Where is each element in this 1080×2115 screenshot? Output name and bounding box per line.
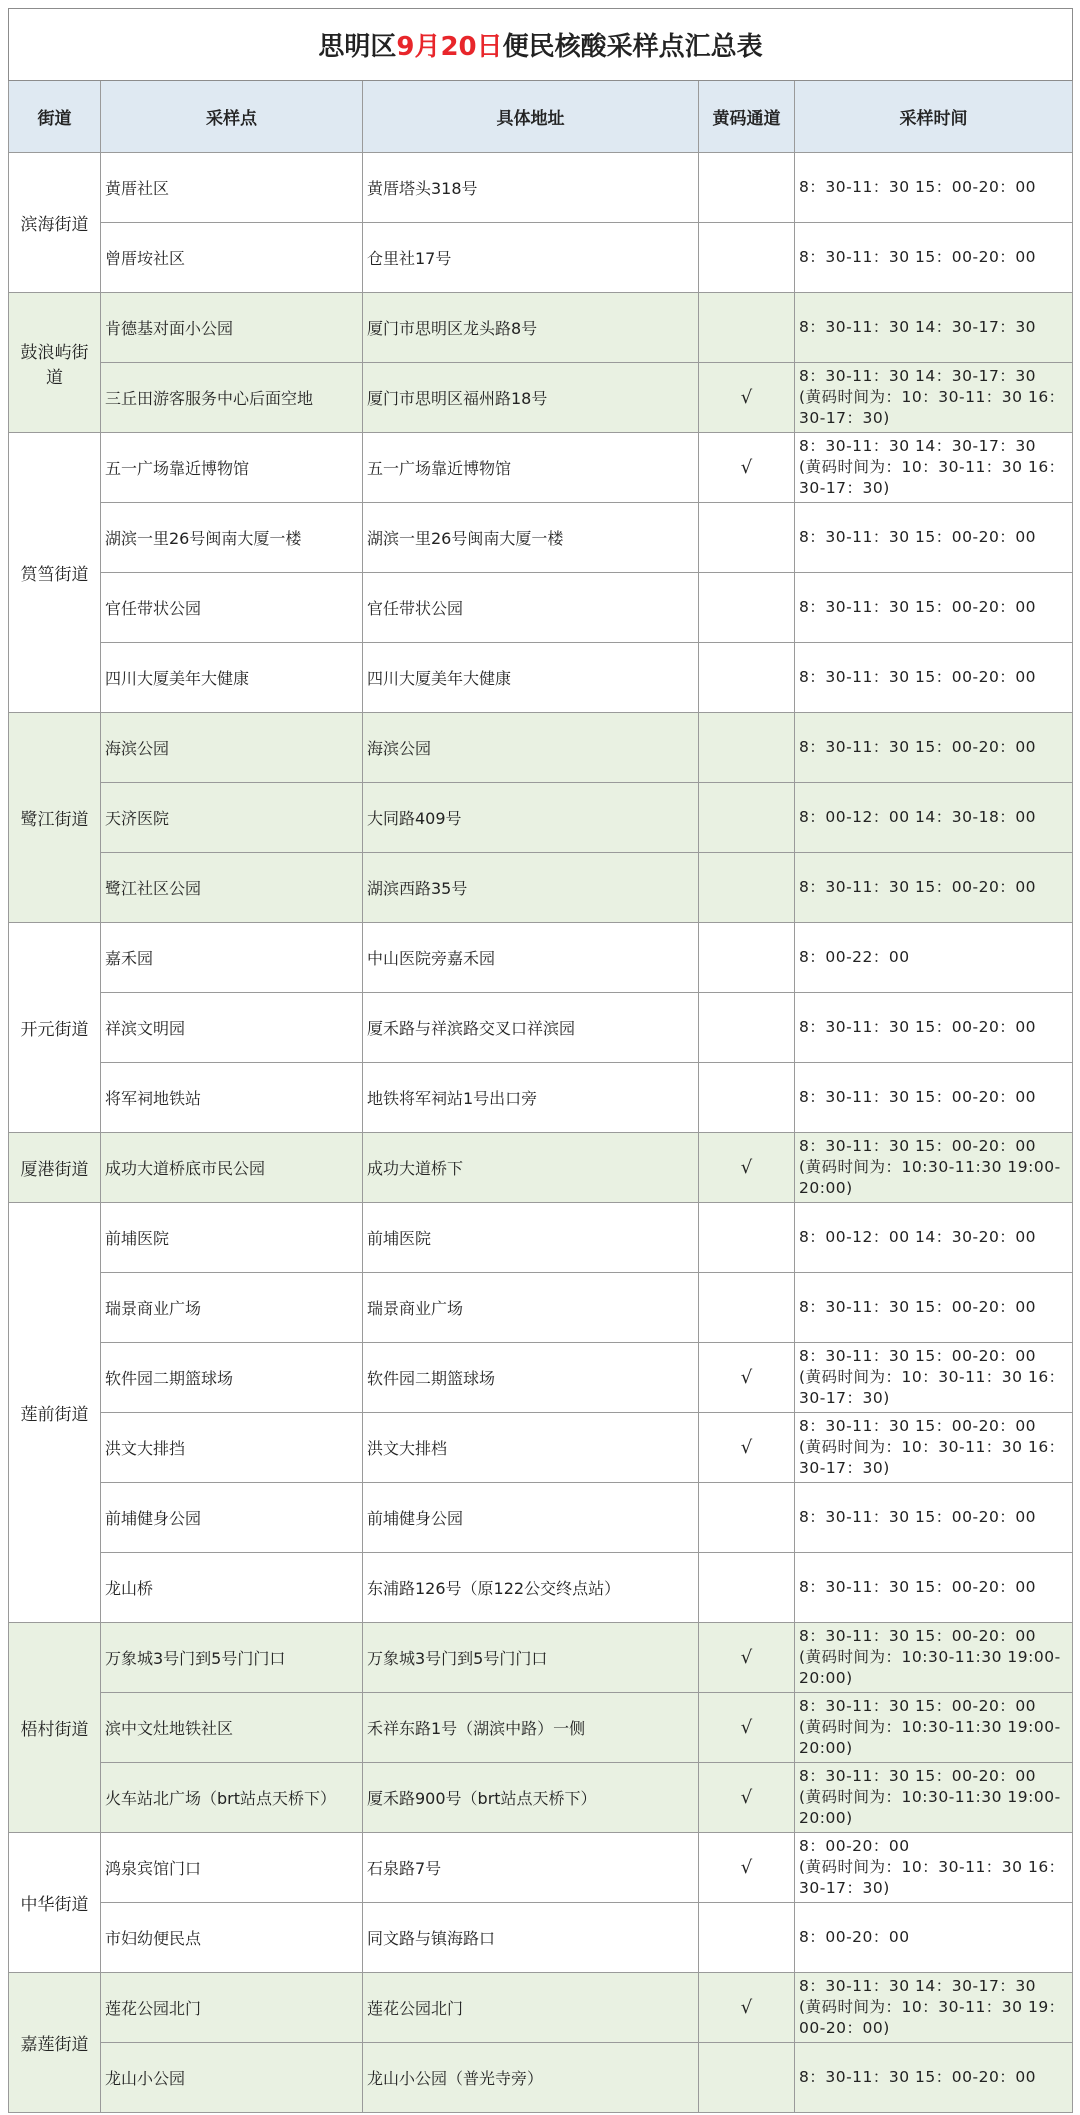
address-cell: 同文路与镇海路口 — [363, 1903, 699, 1973]
time-line: 8：00-20：00 — [799, 1837, 910, 1855]
table-row — [9, 503, 1073, 573]
yellow-channel-cell — [699, 1203, 795, 1273]
time-line: 8：30-11：30 15：00-20：00 — [799, 1018, 1037, 1036]
table-row — [9, 1903, 1073, 1973]
address-cell: 前埔健身公园 — [363, 1483, 699, 1553]
header-yellow: 黄码通道 — [699, 81, 795, 153]
time-line: 20:00) — [799, 1739, 853, 1757]
table-row — [9, 923, 1073, 993]
time-line: 8：30-11：30 15：00-20：00 — [799, 668, 1037, 686]
time-cell — [795, 1693, 1073, 1763]
site-cell: 软件园二期篮球场 — [101, 1343, 363, 1413]
table-row — [9, 643, 1073, 713]
street-cell: 鼓浪屿街道 — [9, 293, 101, 433]
time-line: 8：30-11：30 15：00-20：00 — [799, 738, 1037, 756]
address-cell: 前埔医院 — [363, 1203, 699, 1273]
site-cell: 曾厝垵社区 — [101, 223, 363, 293]
site-cell: 湖滨一里26号闽南大厦一楼 — [101, 503, 363, 573]
yellow-channel-cell: √ — [699, 433, 795, 503]
title-prefix: 思明区 — [318, 32, 397, 62]
table-row — [9, 1833, 1073, 1903]
table-row — [9, 1063, 1073, 1133]
address-cell: 石泉路7号 — [363, 1833, 699, 1903]
yellow-channel-cell: √ — [699, 1693, 795, 1763]
header-address: 具体地址 — [363, 81, 699, 153]
table-row — [9, 1483, 1073, 1553]
yellow-channel-cell: √ — [699, 363, 795, 433]
time-line: 8：30-11：30 15：00-20：00 — [799, 1767, 1037, 1785]
table-row — [9, 713, 1073, 783]
site-cell: 万象城3号门到5号门门口 — [101, 1623, 363, 1693]
time-line: 8：00-12：00 14：30-20：00 — [799, 1228, 1037, 1246]
time-line: (黄码时间为：10：30-11：30 16： — [799, 388, 1065, 406]
table-row — [9, 853, 1073, 923]
time-cell — [795, 1483, 1073, 1553]
time-line: 00-20：00) — [799, 2019, 890, 2037]
yellow-channel-cell — [699, 643, 795, 713]
time-cell — [795, 153, 1073, 223]
header-time: 采样时间 — [795, 81, 1073, 153]
time-cell — [795, 1973, 1073, 2043]
time-cell — [795, 853, 1073, 923]
address-cell: 湖滨一里26号闽南大厦一楼 — [363, 503, 699, 573]
address-cell: 禾祥东路1号（湖滨中路）一侧 — [363, 1693, 699, 1763]
site-cell: 龙山桥 — [101, 1553, 363, 1623]
time-cell — [795, 1063, 1073, 1133]
site-cell: 祥滨文明园 — [101, 993, 363, 1063]
table-row — [9, 293, 1073, 363]
site-cell: 滨中文灶地铁社区 — [101, 1693, 363, 1763]
yellow-channel-cell: √ — [699, 1763, 795, 1833]
title-suffix: 便民核酸采样点汇总表 — [502, 32, 763, 62]
header-site: 采样点 — [101, 81, 363, 153]
yellow-channel-cell — [699, 1483, 795, 1553]
street-cell: 开元街道 — [9, 923, 101, 1133]
table-row — [9, 993, 1073, 1063]
street-cell: 滨海街道 — [9, 153, 101, 293]
yellow-channel-cell — [699, 573, 795, 643]
street-cell: 中华街道 — [9, 1833, 101, 1973]
time-cell — [795, 1273, 1073, 1343]
time-line: 8：30-11：30 14：30-17：30 — [799, 318, 1037, 336]
address-cell: 湖滨西路35号 — [363, 853, 699, 923]
table-row — [9, 1623, 1073, 1693]
time-line: (黄码时间为：10：30-11：30 16： — [799, 458, 1065, 476]
time-cell — [795, 643, 1073, 713]
street-cell: 莲前街道 — [9, 1203, 101, 1623]
table-row — [9, 363, 1073, 433]
address-cell: 大同路409号 — [363, 783, 699, 853]
yellow-channel-cell: √ — [699, 1133, 795, 1203]
time-line: 30-17：30) — [799, 1879, 890, 1897]
time-line: 8：30-11：30 15：00-20：00 — [799, 1627, 1037, 1645]
time-cell — [795, 783, 1073, 853]
site-cell: 四川大厦美年大健康 — [101, 643, 363, 713]
time-cell — [795, 1833, 1073, 1903]
address-cell: 海滨公园 — [363, 713, 699, 783]
yellow-channel-cell — [699, 1063, 795, 1133]
time-line: 8：30-11：30 15：00-20：00 — [799, 1137, 1037, 1155]
site-cell: 官任带状公园 — [101, 573, 363, 643]
time-cell — [795, 293, 1073, 363]
table-row — [9, 573, 1073, 643]
time-line: 8：30-11：30 15：00-20：00 — [799, 1578, 1037, 1596]
address-cell: 地铁将军祠站1号出口旁 — [363, 1063, 699, 1133]
site-cell: 火车站北广场（brt站点天桥下） — [101, 1763, 363, 1833]
header-street: 街道 — [9, 81, 101, 153]
time-line: 8：30-11：30 15：00-20：00 — [799, 1508, 1037, 1526]
time-line: 8：30-11：30 15：00-20：00 — [799, 878, 1037, 896]
yellow-channel-cell — [699, 503, 795, 573]
site-cell: 洪文大排挡 — [101, 1413, 363, 1483]
table-row — [9, 1973, 1073, 2043]
table-row — [9, 1203, 1073, 1273]
address-cell: 厦门市思明区福州路18号 — [363, 363, 699, 433]
yellow-channel-cell — [699, 783, 795, 853]
time-cell — [795, 1133, 1073, 1203]
table-row — [9, 1693, 1073, 1763]
yellow-channel-cell — [699, 853, 795, 923]
time-line: (黄码时间为：10:30-11:30 19:00- — [799, 1718, 1061, 1736]
time-line: 8：30-11：30 14：30-17：30 — [799, 437, 1037, 455]
address-cell: 成功大道桥下 — [363, 1133, 699, 1203]
time-line: 8：00-12：00 14：30-18：00 — [799, 808, 1037, 826]
time-cell — [795, 1623, 1073, 1693]
time-line: 30-17：30) — [799, 479, 890, 497]
table-row — [9, 433, 1073, 503]
time-line: (黄码时间为：10:30-11:30 19:00- — [799, 1788, 1061, 1806]
time-line: 8：00-20：00 — [799, 1928, 910, 1946]
site-cell: 成功大道桥底市民公园 — [101, 1133, 363, 1203]
address-cell: 莲花公园北门 — [363, 1973, 699, 2043]
time-cell — [795, 223, 1073, 293]
table-row — [9, 153, 1073, 223]
yellow-channel-cell — [699, 223, 795, 293]
address-cell: 软件园二期篮球场 — [363, 1343, 699, 1413]
site-cell: 肯德基对面小公园 — [101, 293, 363, 363]
site-cell: 黄厝社区 — [101, 153, 363, 223]
table-row — [9, 1133, 1073, 1203]
street-cell: 厦港街道 — [9, 1133, 101, 1203]
yellow-channel-cell: √ — [699, 1973, 795, 2043]
table-row — [9, 783, 1073, 853]
site-cell: 嘉禾园 — [101, 923, 363, 993]
yellow-channel-cell — [699, 1553, 795, 1623]
time-line: 8：30-11：30 15：00-20：00 — [799, 248, 1037, 266]
yellow-channel-cell: √ — [699, 1833, 795, 1903]
site-cell: 三丘田游客服务中心后面空地 — [101, 363, 363, 433]
address-cell: 官任带状公园 — [363, 573, 699, 643]
site-cell: 鹭江社区公园 — [101, 853, 363, 923]
time-line: 8：30-11：30 15：00-20：00 — [799, 1088, 1037, 1106]
time-line: 8：00-22：00 — [799, 948, 910, 966]
time-line: 8：30-11：30 15：00-20：00 — [799, 178, 1037, 196]
table-row — [9, 1763, 1073, 1833]
time-line: (黄码时间为：10：30-11：30 16： — [799, 1858, 1065, 1876]
time-cell — [795, 1203, 1073, 1273]
time-line: 8：30-11：30 15：00-20：00 — [799, 598, 1037, 616]
time-cell — [795, 363, 1073, 433]
site-cell: 前埔医院 — [101, 1203, 363, 1273]
time-cell — [795, 1413, 1073, 1483]
time-line: 20:00) — [799, 1179, 853, 1197]
table-row — [9, 1343, 1073, 1413]
time-cell — [795, 503, 1073, 573]
yellow-channel-cell — [699, 1273, 795, 1343]
time-cell — [795, 923, 1073, 993]
address-cell: 万象城3号门到5号门门口 — [363, 1623, 699, 1693]
site-cell: 龙山小公园 — [101, 2043, 363, 2113]
yellow-channel-cell — [699, 153, 795, 223]
address-cell: 洪文大排档 — [363, 1413, 699, 1483]
site-cell: 将军祠地铁站 — [101, 1063, 363, 1133]
table-row — [9, 2043, 1073, 2113]
site-cell: 五一广场靠近博物馆 — [101, 433, 363, 503]
address-cell: 瑞景商业广场 — [363, 1273, 699, 1343]
yellow-channel-cell: √ — [699, 1343, 795, 1413]
yellow-channel-cell — [699, 993, 795, 1063]
table-row — [9, 1413, 1073, 1483]
site-cell: 市妇幼便民点 — [101, 1903, 363, 1973]
time-line: (黄码时间为：10：30-11：30 16： — [799, 1368, 1065, 1386]
header-row — [9, 81, 1073, 153]
address-cell: 东浦路126号（原122公交终点站） — [363, 1553, 699, 1623]
table-body — [9, 153, 1073, 2113]
time-line: 8：30-11：30 15：00-20：00 — [799, 1697, 1037, 1715]
time-line: (黄码时间为：10:30-11:30 19:00- — [799, 1648, 1061, 1666]
time-line: (黄码时间为：10：30-11：30 19： — [799, 1998, 1065, 2016]
time-cell — [795, 1343, 1073, 1413]
address-cell: 厦禾路与祥滨路交叉口祥滨园 — [363, 993, 699, 1063]
address-cell: 五一广场靠近博物馆 — [363, 433, 699, 503]
time-cell — [795, 573, 1073, 643]
time-line: 8：30-11：30 15：00-20：00 — [799, 1347, 1037, 1365]
yellow-channel-cell: √ — [699, 1413, 795, 1483]
time-line: (黄码时间为：10:30-11:30 19:00- — [799, 1158, 1061, 1176]
address-cell: 龙山小公园（普光寺旁） — [363, 2043, 699, 2113]
yellow-channel-cell — [699, 293, 795, 363]
time-line: 30-17：30) — [799, 409, 890, 427]
yellow-channel-cell — [699, 713, 795, 783]
address-cell: 厦门市思明区龙头路8号 — [363, 293, 699, 363]
time-cell — [795, 1553, 1073, 1623]
time-cell — [795, 2043, 1073, 2113]
table-row — [9, 1553, 1073, 1623]
site-cell: 瑞景商业广场 — [101, 1273, 363, 1343]
street-cell: 梧村街道 — [9, 1623, 101, 1833]
yellow-channel-cell — [699, 1903, 795, 1973]
time-line: 20:00) — [799, 1809, 853, 1827]
time-line: 8：30-11：30 15：00-20：00 — [799, 528, 1037, 546]
address-cell: 厦禾路900号（brt站点天桥下） — [363, 1763, 699, 1833]
time-line: (黄码时间为：10：30-11：30 16： — [799, 1438, 1065, 1456]
street-cell: 嘉莲街道 — [9, 1973, 101, 2113]
time-cell — [795, 1903, 1073, 1973]
time-line: 8：30-11：30 15：00-20：00 — [799, 1298, 1037, 1316]
street-cell: 鹭江街道 — [9, 713, 101, 923]
time-line: 30-17：30) — [799, 1389, 890, 1407]
site-cell: 莲花公园北门 — [101, 1973, 363, 2043]
yellow-channel-cell — [699, 923, 795, 993]
title-date: 9月20日 — [396, 32, 503, 62]
street-cell: 筼筜街道 — [9, 433, 101, 713]
time-line: 20:00) — [799, 1669, 853, 1687]
time-cell — [795, 433, 1073, 503]
address-cell: 中山医院旁嘉禾园 — [363, 923, 699, 993]
time-line: 8：30-11：30 15：00-20：00 — [799, 1417, 1037, 1435]
site-cell: 前埔健身公园 — [101, 1483, 363, 1553]
sampling-sites-table — [8, 8, 1073, 2113]
table-row — [9, 1273, 1073, 1343]
time-line: 8：30-11：30 14：30-17：30 — [799, 1977, 1037, 1995]
site-cell: 天济医院 — [101, 783, 363, 853]
yellow-channel-cell: √ — [699, 1623, 795, 1693]
page-title — [9, 9, 1073, 81]
address-cell: 黄厝塔头318号 — [363, 153, 699, 223]
site-cell: 鸿泉宾馆门口 — [101, 1833, 363, 1903]
time-cell — [795, 713, 1073, 783]
time-line: 8：30-11：30 15：00-20：00 — [799, 2068, 1037, 2086]
time-cell — [795, 1763, 1073, 1833]
time-cell — [795, 993, 1073, 1063]
time-line: 8：30-11：30 14：30-17：30 — [799, 367, 1037, 385]
address-cell: 仓里社17号 — [363, 223, 699, 293]
site-cell: 海滨公园 — [101, 713, 363, 783]
table-row — [9, 223, 1073, 293]
yellow-channel-cell — [699, 2043, 795, 2113]
time-line: 30-17：30) — [799, 1459, 890, 1477]
address-cell: 四川大厦美年大健康 — [363, 643, 699, 713]
